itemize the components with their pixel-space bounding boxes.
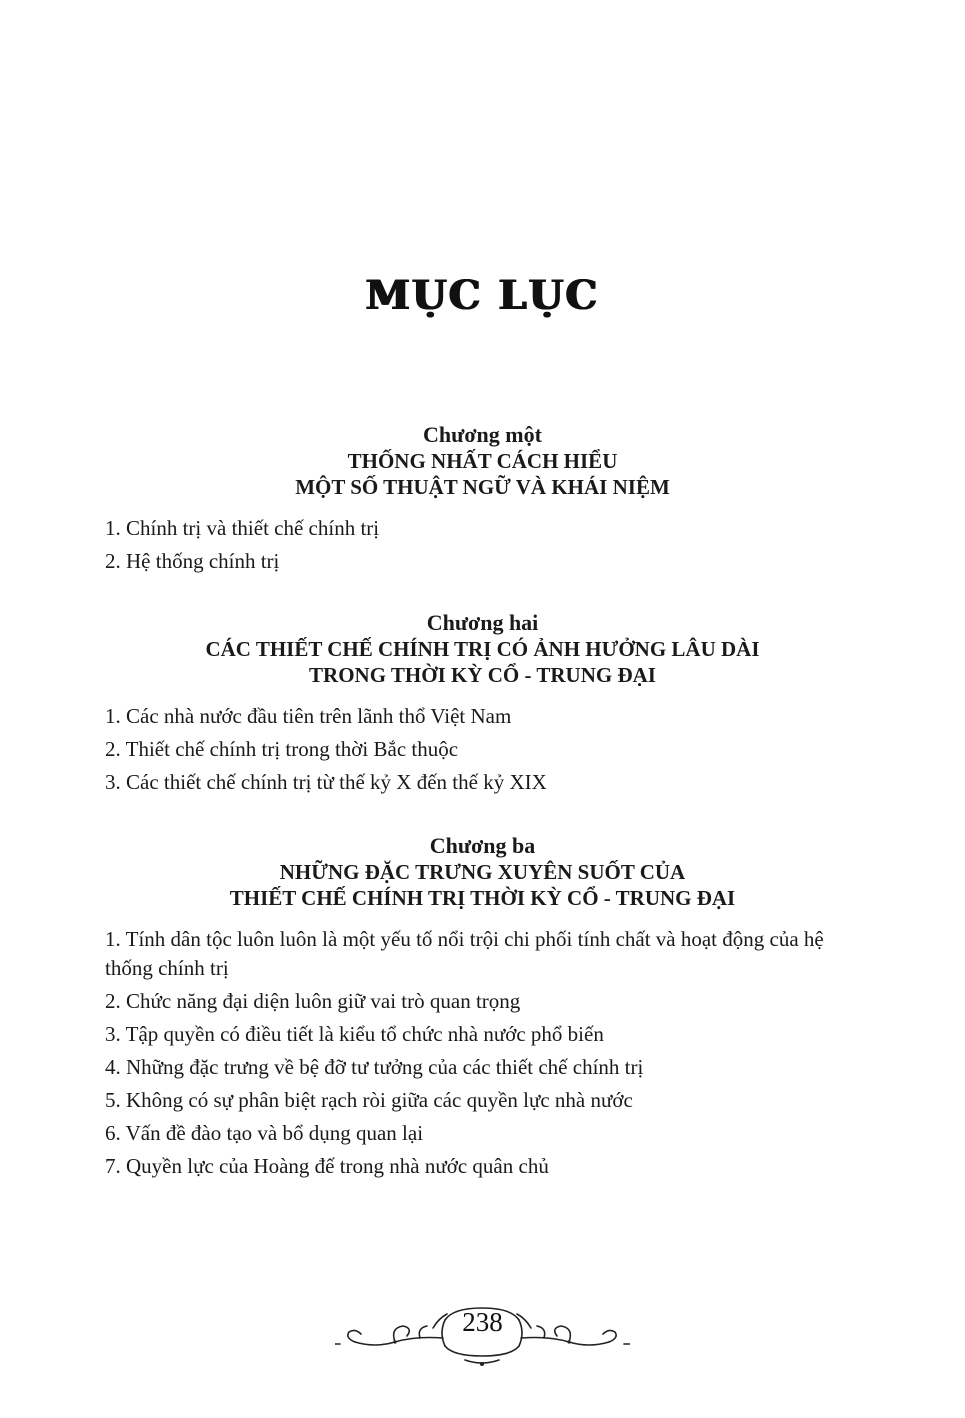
chapter-label: Chương hai bbox=[426, 610, 539, 635]
page-title: MỤC LỤC bbox=[365, 272, 600, 319]
chapter-label: Chương ba bbox=[429, 833, 536, 858]
chapter-title-line: MỘT SỐ THUẬT NGỮ VÀ KHÁI NIỆM bbox=[295, 475, 670, 499]
toc-list bbox=[0, 514, 965, 576]
chapter-title-line: NHỮNG ĐẶC TRƯNG XUYÊN SUỐT CỦA bbox=[279, 860, 686, 884]
toc-item[interactable]: 2. Chức năng đại diện luôn giữ vai trò quan trọng bbox=[105, 989, 521, 1013]
chapter-title-line: CÁC THIẾT CHẾ CHÍNH TRỊ CÓ ẢNH HƯỞNG LÂU DÀI bbox=[205, 637, 760, 661]
toc-item[interactable]: 2. Hệ thống chính trị bbox=[105, 549, 280, 573]
page-number: 238 bbox=[462, 1307, 503, 1337]
toc-list bbox=[0, 925, 965, 1181]
chapter-heading bbox=[0, 833, 965, 911]
toc-item[interactable]: 1. Tính dân tộc luôn luôn là một yếu tố nổi trội chi phối tính chất và hoạt động của hệ thống chính trị bbox=[105, 927, 824, 980]
chapter-heading bbox=[0, 422, 965, 500]
toc-item[interactable]: 3. Các thiết chế chính trị từ thế kỷ X đến thế kỷ XIX bbox=[105, 770, 547, 794]
chapter-3 bbox=[0, 833, 965, 1185]
toc-item[interactable]: 4. Những đặc trưng về bệ đỡ tư tưởng của các thiết chế chính trị bbox=[105, 1055, 644, 1079]
chapter-title-line: TRONG THỜI KỲ CỔ - TRUNG ĐẠI bbox=[309, 663, 656, 687]
toc-item[interactable]: 2. Thiết chế chính trị trong thời Bắc thuộc bbox=[105, 737, 459, 761]
chapter-title-line: THỐNG NHẤT CÁCH HIỂU bbox=[347, 449, 618, 473]
toc-item[interactable]: 1. Chính trị và thiết chế chính trị bbox=[105, 516, 380, 540]
chapter-label: Chương một bbox=[423, 422, 542, 447]
toc-item[interactable]: 6. Vấn đề đào tạo và bổ dụng quan lại bbox=[105, 1121, 424, 1145]
toc-list bbox=[0, 702, 965, 797]
chapter-1 bbox=[0, 422, 965, 580]
toc-item[interactable]: 7. Quyền lực của Hoàng đế trong nhà nước quân chủ bbox=[105, 1154, 549, 1178]
chapter-2 bbox=[0, 610, 965, 801]
chapter-title-line: THIẾT CHẾ CHÍNH TRỊ THỜI KỲ CỔ - TRUNG ĐẠI bbox=[229, 886, 736, 910]
toc-item[interactable]: 3. Tập quyền có điều tiết là kiểu tổ chức nhà nước phổ biến bbox=[105, 1022, 604, 1046]
toc-item[interactable]: 1. Các nhà nước đầu tiên trên lãnh thổ Việt Nam bbox=[105, 704, 512, 728]
chapter-heading bbox=[0, 610, 965, 688]
toc-item[interactable]: 5. Không có sự phân biệt rạch ròi giữa các quyền lực nhà nước bbox=[105, 1088, 633, 1112]
